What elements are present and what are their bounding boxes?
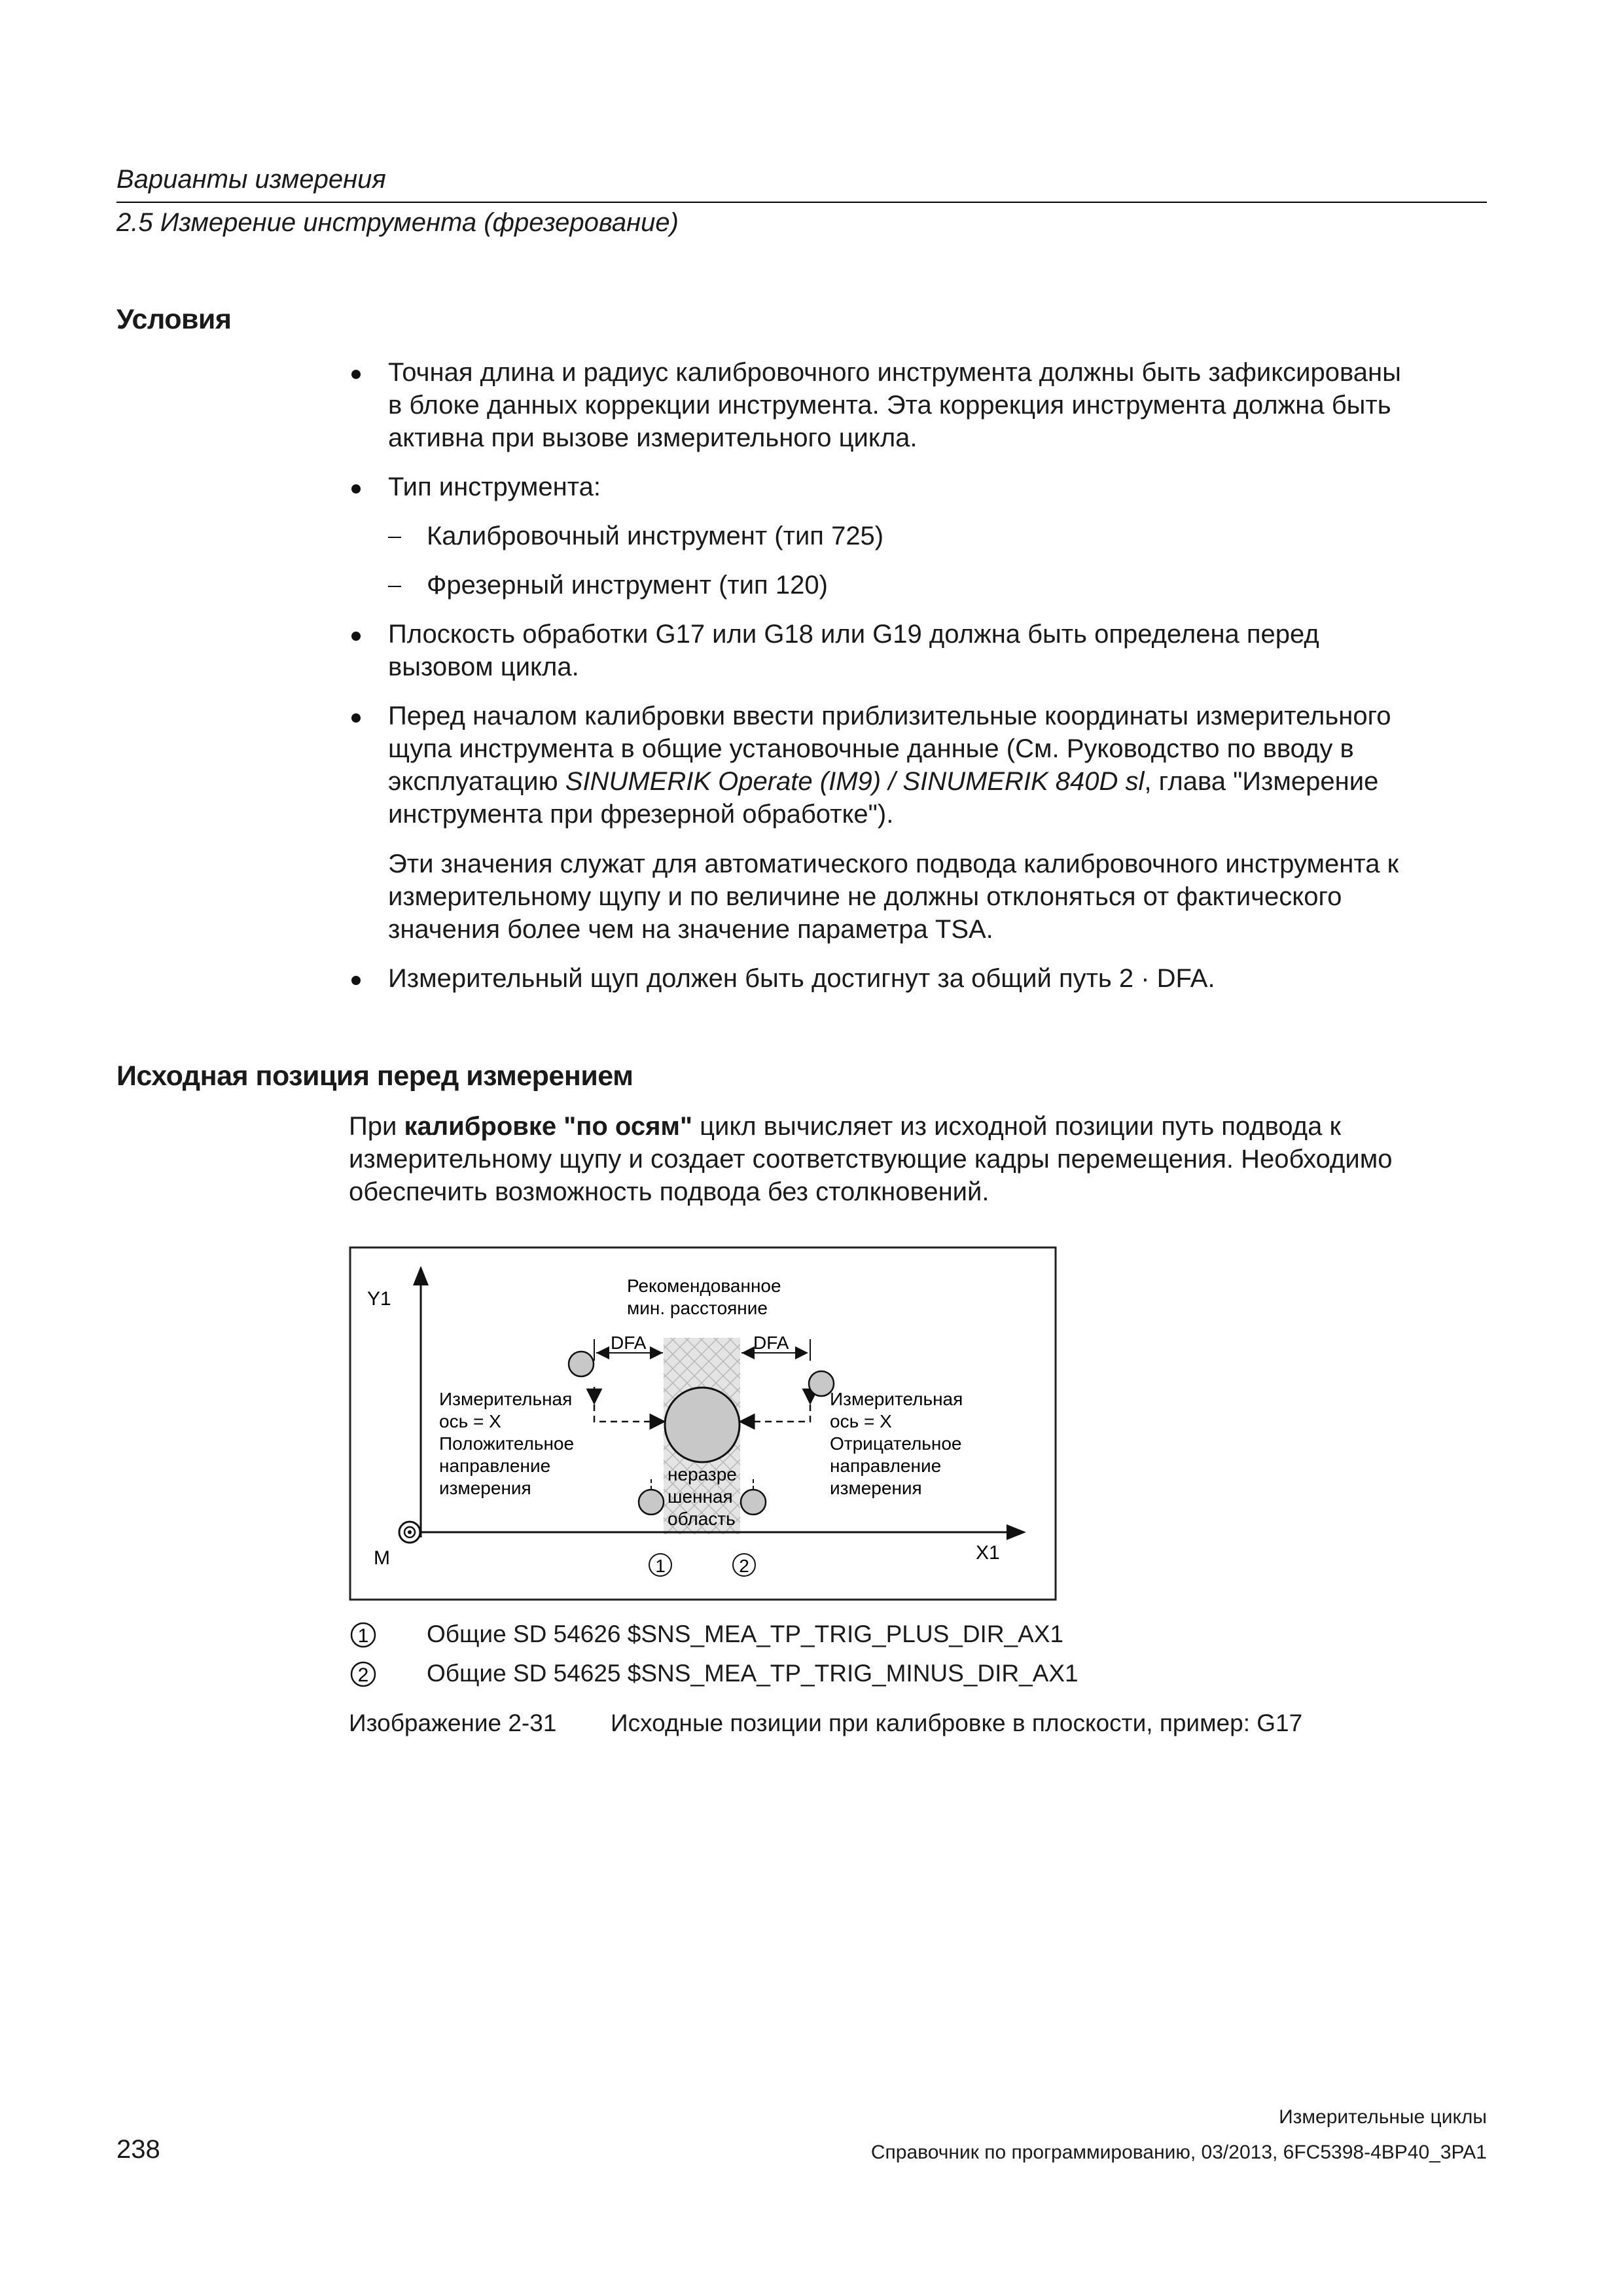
x-axis-label: X1	[976, 1542, 1000, 1564]
bullet-4-para-line-2: измерительному щупу и по величине не должны отклоняться от фактического	[388, 882, 1342, 911]
figure-caption-label: Изображение 2-31	[349, 1710, 557, 1736]
tool-start-left-icon	[569, 1352, 594, 1376]
legend-2-number: 2	[357, 1664, 369, 1686]
right-label-line-4: направление	[830, 1456, 942, 1476]
dfa-right-label: DFA	[753, 1333, 789, 1353]
heading-conditions: Условия	[116, 304, 232, 335]
text-segment: цикл вычисляет из исходной позиции путь подвода к	[692, 1112, 1341, 1141]
text-segment: эксплуатацию	[388, 767, 565, 796]
bullet-dot	[351, 632, 361, 641]
start-position-line-1	[349, 1110, 1392, 1143]
origin-label: M	[374, 1547, 390, 1569]
bullet-3-line-1: Плоскость обработки G17 или G18 или G19 должна быть определена перед	[388, 620, 1319, 649]
bullet-4-para-line-1: Эти значения служат для автоматического подвода калибровочного инструмента к	[388, 850, 1399, 878]
figure-caption-text: Исходные позиции при калибровке в плоскости, пример: G17	[611, 1710, 1303, 1736]
dash-marker	[388, 537, 401, 538]
page-number: 238	[116, 2135, 160, 2164]
bullet-2-text: Тип инструмента:	[388, 473, 601, 501]
legend-1-text: Общие SD 54626 $SNS_MEA_TP_TRIG_PLUS_DIR_AX1	[427, 1621, 1064, 1647]
footer-book-title: Измерительные циклы	[1279, 2106, 1487, 2128]
legend-1-icon	[349, 1621, 378, 1649]
text-segment: , глава "Измерение	[1144, 767, 1379, 796]
left-label-line-5: измерения	[439, 1478, 531, 1498]
running-header-section: 2.5 Измерение инструмента (фрезерование)	[116, 208, 679, 237]
left-label-line-4: направление	[439, 1456, 551, 1476]
center-label-line-2: шенная	[668, 1486, 733, 1507]
right-label-line-1: Измерительная	[830, 1389, 963, 1409]
start-position-paragraph	[349, 1110, 1392, 1208]
top-label-line-2: мин. расстояние	[627, 1298, 768, 1318]
bullet-5-text: Измерительный щуп должен быть достигнут за общий путь 2 · DFA.	[388, 964, 1215, 993]
bullet-3-line-2: вызовом цикла.	[388, 653, 579, 681]
bullet-4-line-1: Перед началом калибровки ввести приблизительные координаты измерительного	[388, 702, 1391, 730]
legend-2-icon	[349, 1660, 378, 1689]
top-label-line-1: Рекомендованное	[627, 1276, 781, 1296]
bullet-1-line-1: Точная длина и радиус калибровочного инструмента должны быть зафиксированы	[388, 358, 1401, 387]
right-label-line-2: ось = X	[830, 1411, 892, 1431]
left-label-line-3: Положительное	[439, 1433, 575, 1454]
bullet-1-text	[388, 356, 1401, 454]
marker-2-label: 2	[739, 1556, 749, 1576]
bullet-4-line-4: инструмента при фрезерной обработке").	[388, 800, 894, 829]
sub-item-2: Фрезерный инструмент (тип 120)	[427, 571, 828, 600]
right-label-line-3: Отрицательное	[830, 1433, 962, 1454]
bullet-dot	[351, 370, 361, 379]
header-rule	[116, 202, 1487, 203]
start-position-line-3: обеспечить возможность подвода без столкновений.	[349, 1177, 990, 1206]
legend-1-number: 1	[357, 1625, 369, 1647]
manual-title: SINUMERIK Operate (IM9) / SINUMERIK 840D sl	[565, 767, 1145, 796]
bullet-1-line-3: активна при вызове измерительного цикла.	[388, 423, 918, 452]
tool-position-1-icon	[639, 1490, 664, 1515]
text-segment: При	[349, 1112, 404, 1141]
bullet-1-line-2: в блоке данных коррекции инструмента. Эта коррекция инструмента должна быть	[388, 391, 1391, 420]
footer-doc-id: Справочник по программированию, 03/2013, 6FC5398-4BP40_3PA1	[870, 2142, 1487, 2163]
bullet-dot	[351, 484, 361, 493]
emphasis: калибровке "по осям"	[404, 1112, 692, 1141]
dfa-left-label: DFA	[611, 1333, 647, 1353]
bullet-4-paragraph	[388, 848, 1399, 946]
bullet-4-line-2: щупа инструмента в общие установочные данные (См. Руководство по вводу в	[388, 734, 1354, 763]
figure-calibration-positions	[349, 1246, 1057, 1601]
bullet-4-para-line-3: значения более чем на значение параметра TSA.	[388, 915, 993, 944]
sub-item-1: Калибровочный инструмент (тип 725)	[427, 522, 884, 550]
bullet-4-line-3	[388, 765, 1391, 798]
bullet-dot	[351, 976, 361, 985]
dash-marker	[388, 586, 401, 587]
start-position-line-2: измерительному щупу и создает соответствующие кадры перемещения. Необходимо	[349, 1145, 1393, 1174]
center-label-line-1: неразре	[668, 1464, 737, 1484]
right-label-line-5: измерения	[830, 1478, 922, 1498]
probe-icon	[665, 1388, 740, 1462]
center-label-line-3: область	[668, 1509, 736, 1529]
bullet-dot	[351, 713, 361, 723]
bullet-3-text	[388, 618, 1319, 683]
bullet-4-text	[388, 700, 1391, 831]
tool-position-2-icon	[741, 1490, 766, 1515]
left-label-line-1: Измерительная	[439, 1389, 573, 1409]
y-axis-label: Y1	[367, 1288, 391, 1310]
left-label-line-2: ось = X	[439, 1411, 501, 1431]
legend-2-text: Общие SD 54625 $SNS_MEA_TP_TRIG_MINUS_DIR_AX1	[427, 1660, 1079, 1687]
heading-start-position: Исходная позиция перед измерением	[116, 1060, 633, 1092]
marker-1-label: 1	[655, 1556, 666, 1576]
running-header-chapter: Варианты измерения	[116, 165, 386, 194]
